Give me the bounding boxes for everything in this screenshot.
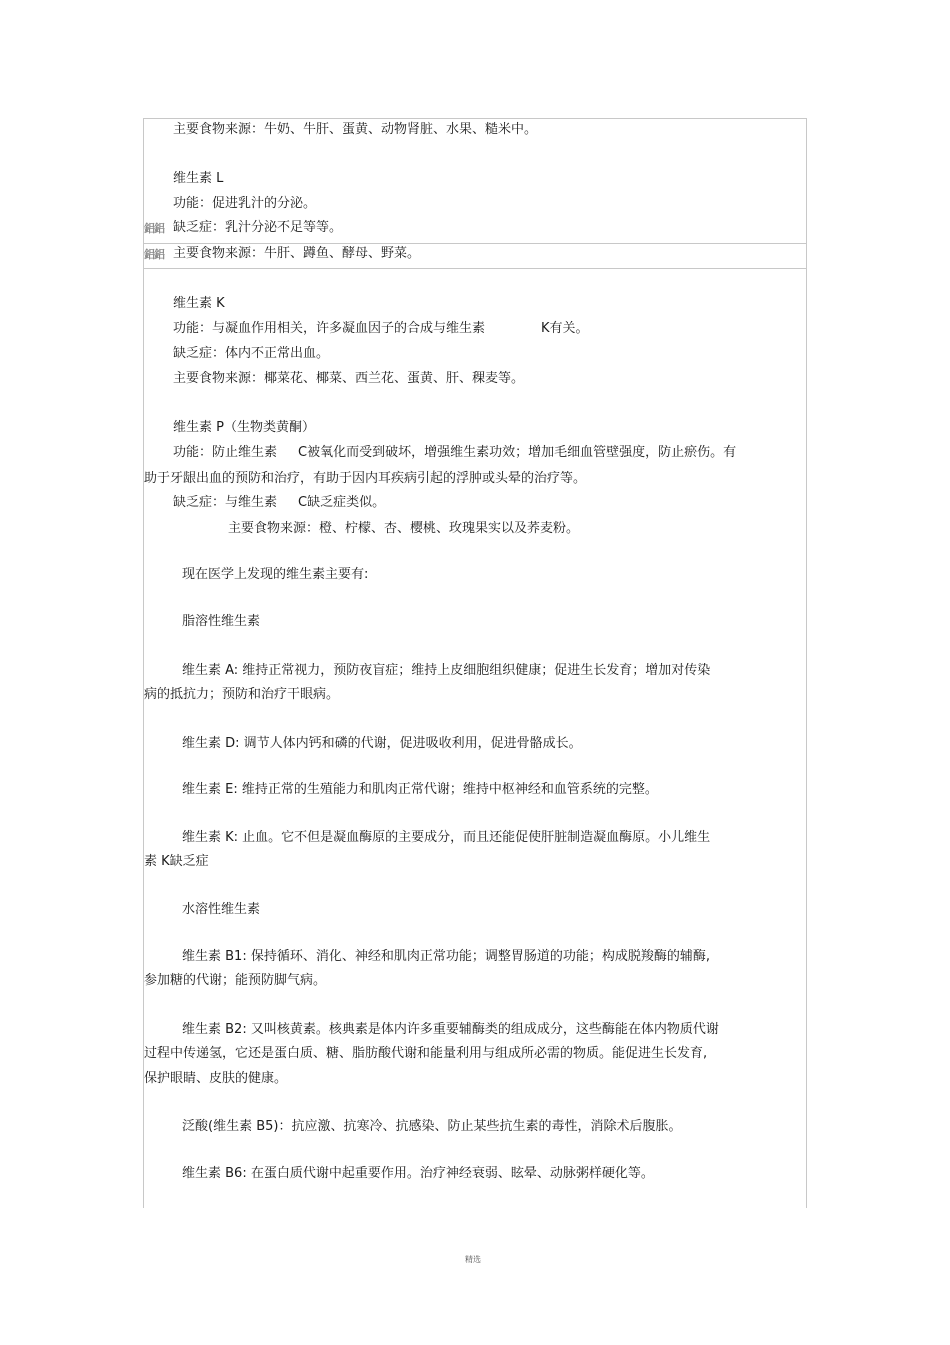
intro-line: 现在医学上发现的维生素主要有: bbox=[182, 567, 369, 582]
water-soluble-heading: 水溶性维生素 bbox=[182, 902, 261, 917]
vit-a-line-1: 维生素 A: 维持正常视力，预防夜盲症；维持上皮细胞组织健康；促进生长发育；增加对传染 bbox=[182, 663, 711, 678]
vit-l-source: 主要食物来源：牛肝、蹲鱼、酵母、野菜。 bbox=[173, 246, 421, 261]
vit-k-title: 维生素 K bbox=[173, 296, 225, 311]
vit-k-function-a: 功能：与凝血作用相关，许多凝血因子的合成与维生素 bbox=[173, 321, 486, 336]
frame-mid-line bbox=[143, 243, 807, 244]
seal-stamp-2: 鋁鋁 bbox=[144, 248, 164, 261]
vit-b5-line: 泛酸(维生素 B5)：抗应激、抗寒冷、抗感染、防止某些抗生素的毒性，消除术后腹胀。 bbox=[182, 1119, 682, 1134]
vit-l-function: 功能：促进乳汁的分泌。 bbox=[173, 196, 317, 211]
frame-mid-line-2 bbox=[143, 268, 807, 269]
frame-top-line bbox=[143, 118, 807, 119]
vit-e-line: 维生素 E: 维持正常的生殖能力和肌肉正常代谢；维持中枢神经和血管系统的完整。 bbox=[182, 782, 658, 797]
vit-l-source-a: 主要食物来源：牛奶、牛肝、蛋黄、动物肾脏、水果、糙米中。 bbox=[173, 122, 538, 137]
vit-p-source: 主要食物来源：橙、柠檬、杏、樱桃、玫瑰果实以及荞麦粉。 bbox=[228, 521, 580, 536]
vit-l-title: 维生素 L bbox=[173, 171, 224, 186]
vit-p-function-c: 助于牙龈出血的预防和治疗，有助于因内耳疾病引起的浮肿或头晕的治疗等。 bbox=[144, 471, 587, 486]
vit-d-line: 维生素 D: 调节人体内钙和磷的代谢，促进吸收利用，促进骨骼成长。 bbox=[182, 736, 582, 751]
vit-p-title: 维生素 P（生物类黄酮） bbox=[173, 420, 315, 435]
vit-b2-line-3: 保护眼睛、皮肤的健康。 bbox=[144, 1071, 288, 1086]
fat-soluble-heading: 脂溶性维生素 bbox=[182, 614, 261, 629]
vit-p-deficiency-a: 缺乏症：与维生素 bbox=[173, 495, 278, 510]
vit-k-fat-line-1: 维生素 K: 止血。它不但是凝血酶原的主要成分，而且还能促使肝脏制造凝血酶原。小儿维生 bbox=[182, 830, 711, 845]
vit-p-function-b: C被氧化而受到破坏，增强维生素功效；增加毛细血管壁强度，防止瘀伤。有 bbox=[298, 445, 737, 460]
vit-k-deficiency: 缺乏症：体内不正常出血。 bbox=[173, 346, 330, 361]
vit-k-function-b: K有关。 bbox=[541, 321, 589, 336]
vit-k-fat-line-2: 素 K缺乏症 bbox=[144, 854, 209, 869]
frame-left-line bbox=[143, 118, 144, 1208]
seal-stamp-1: 鋁鋁 bbox=[144, 222, 164, 235]
vit-k-source: 主要食物来源：椰菜花、椰菜、西兰花、蛋黄、肝、稞麦等。 bbox=[173, 371, 525, 386]
vit-p-deficiency-b: C缺乏症类似。 bbox=[298, 495, 386, 510]
frame-right-line bbox=[806, 118, 807, 1208]
vit-l-deficiency: 缺乏症：乳汁分泌不足等等。 bbox=[173, 220, 343, 235]
vit-b1-line-2: 参加糖的代谢；能预防脚气病。 bbox=[144, 973, 327, 988]
vit-b2-line-2: 过程中传递氢，它还是蛋白质、糖、脂肪酸代谢和能量利用与组成所必需的物质。能促进生长发育, bbox=[144, 1046, 708, 1061]
vit-b1-line-1: 维生素 B1: 保持循环、消化、神经和肌肉正常功能；调整胃肠道的功能；构成脱羧酶的辅酶, bbox=[182, 949, 710, 964]
vit-b2-line-1: 维生素 B2: 又叫核黄素。核典素是体内许多重要辅酶类的组成成分，这些酶能在体内物质代谢 bbox=[182, 1022, 719, 1037]
page-footer-label: 精选 bbox=[465, 1255, 481, 1264]
vit-a-line-2: 病的抵抗力；预防和治疗干眼病。 bbox=[144, 687, 340, 702]
vit-p-function-a: 功能：防止维生素 bbox=[173, 445, 278, 460]
vit-b6-line: 维生素 B6: 在蛋白质代谢中起重要作用。治疗神经衰弱、眩晕、动脉粥样硬化等。 bbox=[182, 1166, 654, 1181]
